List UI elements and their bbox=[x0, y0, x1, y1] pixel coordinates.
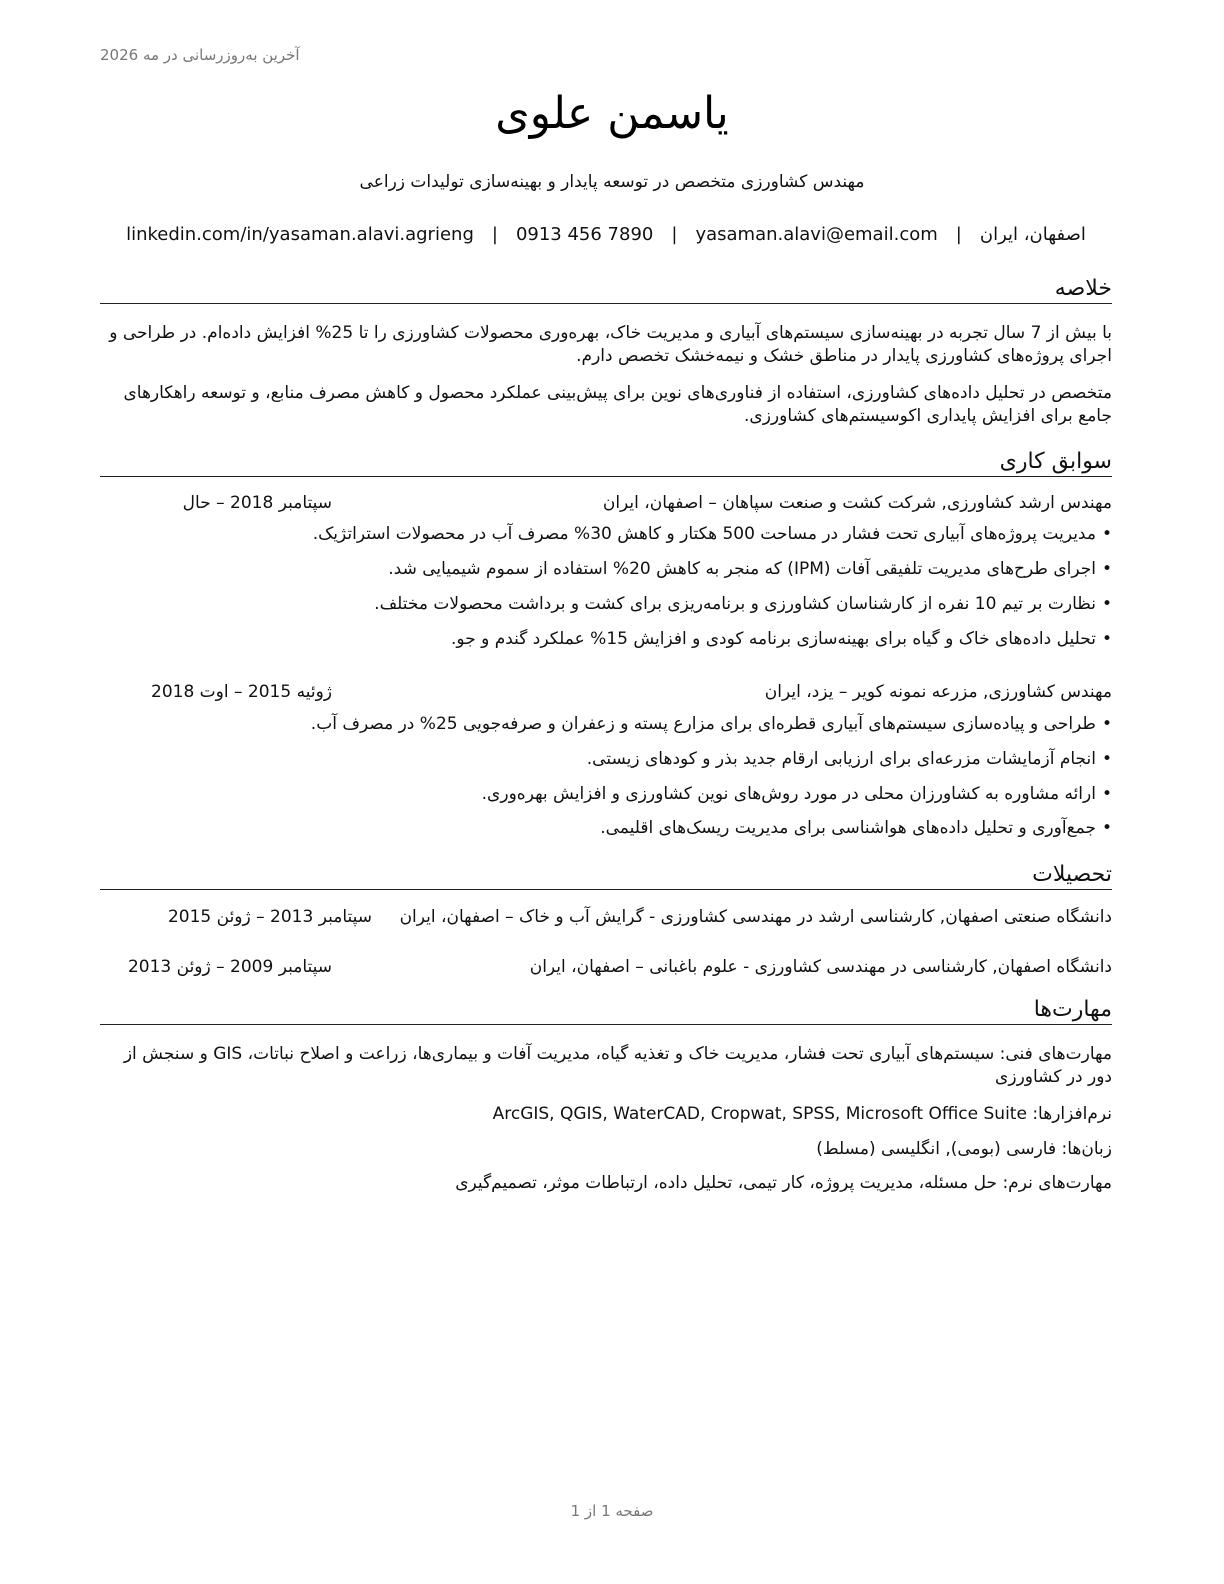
contact-location: اصفهان، ایران bbox=[979, 224, 1086, 245]
bullet-dot-icon: • bbox=[1101, 559, 1112, 579]
contact-separator: | bbox=[491, 224, 498, 245]
summary-paragraph: متخصص در تحلیل داده‌های کشاورزی، استفاده از فناوری‌های نوین برای پیش‌بینی عملکرد محصول و کاهش مصرف منابع، و توسعه راهکارهای جامع برای افزایش پایداری اکوسیستم‌های کشاورزی. bbox=[123, 383, 1112, 426]
bullet-dot-icon: • bbox=[1101, 714, 1112, 734]
education-dates: سپتامبر 2009 – ژوئن 2013 bbox=[127, 957, 332, 977]
job-bullet: •اجرای طرح‌های مدیریت تلفیقی آفات (IPM) که منجر به کاهش 20% استفاده از سموم شیمیایی شد. bbox=[388, 559, 1112, 579]
contact-phone[interactable]: 0913 456 7890 bbox=[515, 224, 654, 245]
candidate-subtitle: مهندس کشاورزی متخصص در توسعه پایدار و بهینه‌سازی تولیدات زراعی bbox=[359, 172, 865, 192]
job-dates: سپتامبر 2018 – حال bbox=[182, 493, 332, 513]
education-item bbox=[100, 957, 1112, 981]
experience-heading: سوابق کاری bbox=[100, 449, 1112, 477]
education-heading: تحصیلات bbox=[100, 862, 1112, 890]
bullet-dot-icon: • bbox=[1101, 629, 1112, 649]
skills-heading: مهارت‌ها bbox=[100, 997, 1112, 1025]
summary-paragraph: با بیش از 7 سال تجربه در بهینه‌سازی سیستم‌های آبیاری و مدیریت خاک، بهره‌وری محصولات کشاورزی را تا 25% افزایش داده‌ام. در طراحی و اجرای پروژه‌های کشاورزی پایدار در مناطق خشک و نیمه‌خشک تخصص دارم. bbox=[109, 323, 1112, 366]
job-bullet: •طراحی و پیاده‌سازی سیستم‌های آبیاری قطره‌ای برای مزارع پسته و زعفران و صرفه‌جویی 25% در مصرف آب. bbox=[310, 714, 1112, 734]
contact-email[interactable]: yasaman.alavi@email.com bbox=[695, 224, 938, 245]
job-bullet: •مدیریت پروژه‌های آبیاری تحت فشار در مساحت 500 هکتار و کاهش 30% مصرف آب در محصولات استراتژیک. bbox=[312, 524, 1112, 544]
job-dates: ژوئیه 2015 – اوت 2018 bbox=[151, 682, 332, 702]
education-item bbox=[100, 907, 1112, 931]
contact-separator: | bbox=[955, 224, 962, 245]
skill-line: نرم‌افزارها: ArcGIS, QGIS, WaterCAD, Cropwat, SPSS, Microsoft Office Suite bbox=[492, 1104, 1112, 1124]
contact-separator: | bbox=[671, 224, 678, 245]
skill-line: مهارت‌های فنی: سیستم‌های آبیاری تحت فشار، مدیریت خاک و تغذیه گیاه، مدیریت آفات و بیماری‌ها، زراعت و اصلاح نباتات، GIS و سنجش از دور در کشاورزی bbox=[123, 1044, 1112, 1087]
bullet-dot-icon: • bbox=[1101, 749, 1112, 769]
education-dates: سپتامبر 2013 – ژوئن 2015 bbox=[167, 907, 372, 927]
education-degree: دانشگاه صنعتی اصفهان, کارشناسی ارشد در مهندسی کشاورزی - گرایش آب و خاک – اصفهان، ایران bbox=[399, 907, 1112, 927]
job-header bbox=[100, 493, 1112, 517]
job-bullet: •انجام آزمایشات مزرعه‌ای برای ارزیابی ارقام جدید بذر و کودهای زیستی. bbox=[586, 749, 1112, 769]
candidate-name: یاسمن علوی bbox=[495, 88, 729, 139]
last-updated: آخرین به‌روزرسانی در مه 2026 bbox=[100, 46, 300, 64]
skill-line: مهارت‌های نرم: حل مسئله، مدیریت پروژه، کار تیمی، تحلیل داده، ارتباطات موثر، تصمیم‌گیری bbox=[455, 1173, 1112, 1193]
job-bullet: •نظارت بر تیم 10 نفره از کارشناسان کشاورزی و برنامه‌ریزی برای کشت و برداشت محصولات مختلف. bbox=[374, 594, 1112, 614]
bullet-dot-icon: • bbox=[1101, 784, 1112, 804]
job-bullet: •تحلیل داده‌های خاک و گیاه برای بهینه‌سازی برنامه کودی و افزایش 15% عملکرد گندم و جو. bbox=[451, 629, 1112, 649]
page-number: صفحه 1 از 1 bbox=[570, 1502, 654, 1520]
job-bullet: •جمع‌آوری و تحلیل داده‌های هواشناسی برای مدیریت ریسک‌های اقلیمی. bbox=[600, 818, 1112, 838]
bullet-dot-icon: • bbox=[1101, 594, 1112, 614]
education-degree: دانشگاه اصفهان, کارشناسی در مهندسی کشاورزی - علوم باغبانی – اصفهان، ایران bbox=[529, 957, 1112, 977]
contact-linkedin[interactable]: linkedin.com/in/yasaman.alavi.agrieng bbox=[126, 224, 474, 245]
bullet-dot-icon: • bbox=[1101, 818, 1112, 838]
bullet-dot-icon: • bbox=[1101, 524, 1112, 544]
summary-heading: خلاصه bbox=[100, 276, 1112, 304]
job-title: مهندس ارشد کشاورزی, شرکت کشت و صنعت سپاهان – اصفهان، ایران bbox=[602, 493, 1112, 513]
job-bullet: •ارائه مشاوره به کشاورزان محلی در مورد روش‌های نوین کشاورزی و افزایش بهره‌وری. bbox=[481, 784, 1112, 804]
contact-line bbox=[100, 224, 1112, 245]
skill-line: زبان‌ها: فارسی (بومی), انگلیسی (مسلط) bbox=[816, 1139, 1112, 1159]
job-title: مهندس کشاورزی, مزرعه نمونه کویر – یزد، ایران bbox=[764, 682, 1112, 702]
job-header bbox=[100, 682, 1112, 706]
